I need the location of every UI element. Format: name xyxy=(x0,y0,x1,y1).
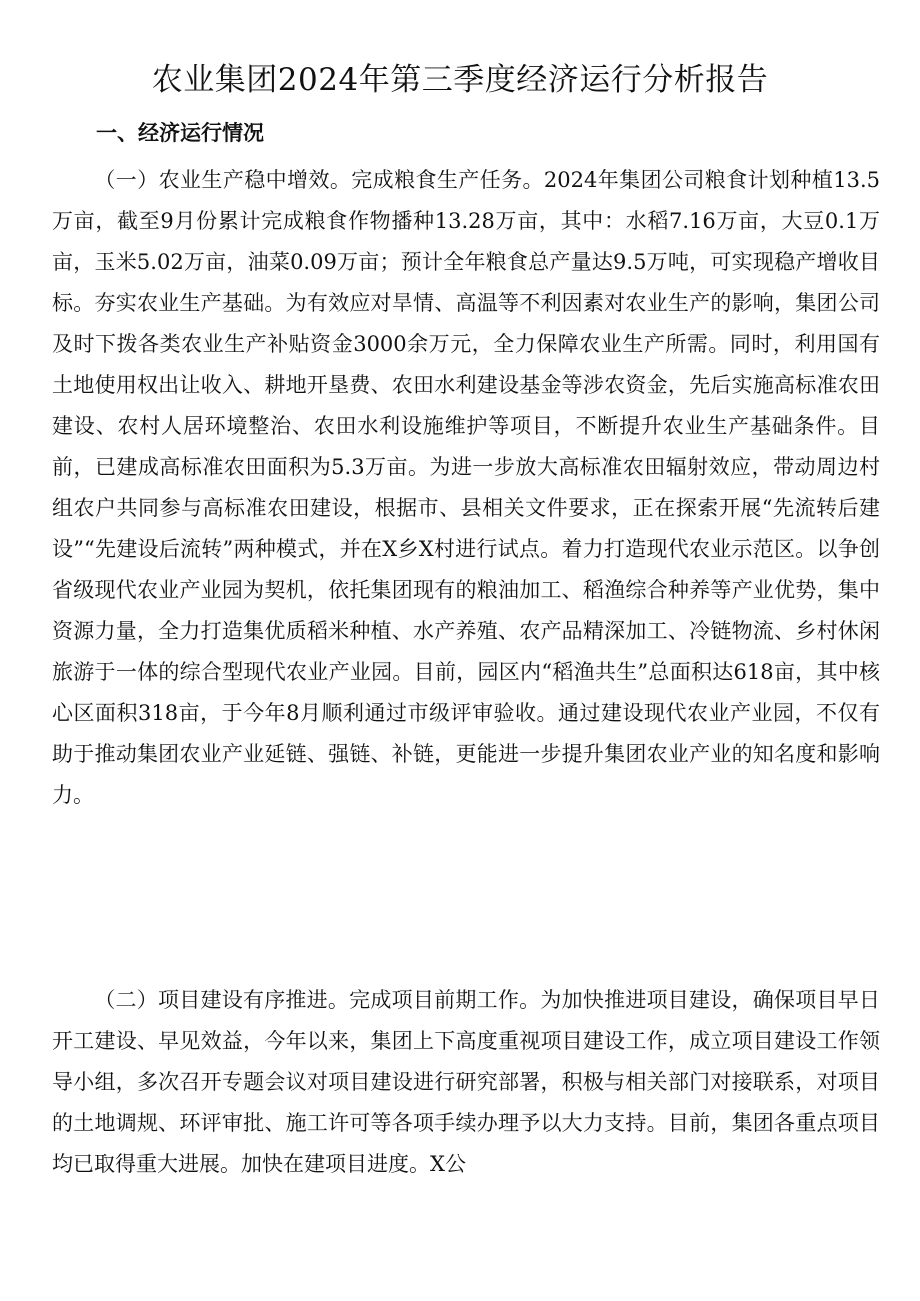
paragraph-text: （一）农业生产稳中增效。完成粮食生产任务。2024年集团公司粮食计划种植13.5万亩，截至9月份累计完成粮食作物播种13.28万亩，其中：水稻7.16万亩，大豆0.1万亩，玉米5.02万亩，油菜0.09万亩；预计全年粮食总产量达9.5万吨，可实现稳产增收目标。夯实农业生产基础。为有效应对旱情、高温等不利因素对农业生产的影响，集团公司及时下拨各类农业生产补贴资金3000余万元，全力保障农业生产所需。同时，利用国有土地使用权出让收入、耕地开垦费、农田水利建设基金等涉农资金，先后实施高标准农田建设、农村人居环境整治、农田水利设施维护等项目，不断提升农业生产基础条件。目前，已建成高标准农田面积为5.3万亩。为进一步放大高标准农田辐射效应，带动周边村组农户共同参与高标准农田建设，根据市、县相关文件要求，正在探索开展“先流转后建设”“先建设后流转”两种模式，并在X乡X村进行试点。着力打造现代农业示范区。以争创省级现代农业产业园为契机，依托集团现有的粮油加工、稻渔综合种养等产业优势，集中资源力量，全力打造集优质稻米种植、水产养殖、农产品精深加工、冷链物流、乡村休闲旅游于一体的综合型现代农业产业园。目前，园区内“稻渔共生”总面积达618亩，其中核心区面积318亩，于今年8月顺利通过市级评审验收。通过建设现代农业产业园，不仅有助于推动集团农业产业延链、强链、补链，更能进一步提升集团农业产业的知名度和影响力。 xyxy=(52,168,880,807)
section-heading-economic-operation: 一、经济运行情况 xyxy=(96,121,264,145)
paragraph-text: （二）项目建设有序推进。完成项目前期工作。为加快推进项目建设，确保项目早日开工建设、早见效益，今年以来，集团上下高度重视项目建设工作，成立项目建设工作领导小组，多次召开专题会议对项目建设进行研究部署，积极与相关部门对接联系，对项目的土地调规、环评审批、施工许可等各项手续办理予以大力支持。目前，集团各重点项目均已取得重大进展。加快在建项目进度。X公 xyxy=(52,988,880,1176)
paragraph-agricultural-production xyxy=(52,160,880,816)
document-title: 农业集团2024年第三季度经济运行分析报告 xyxy=(151,62,769,98)
paragraph-project-construction xyxy=(52,980,880,1185)
